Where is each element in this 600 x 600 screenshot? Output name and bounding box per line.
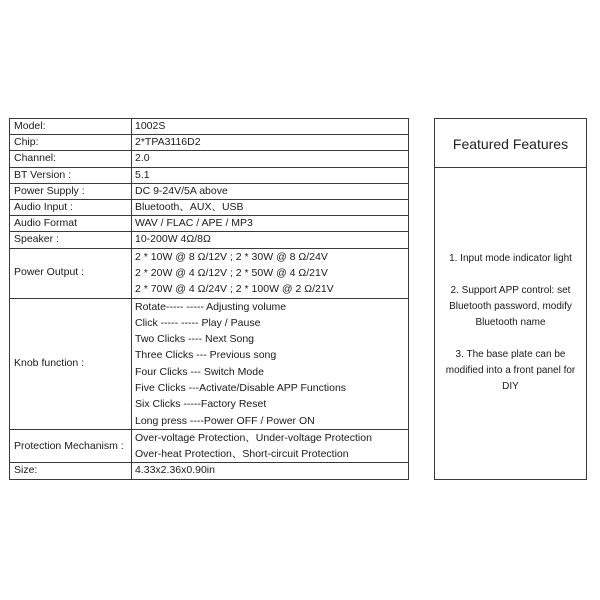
spec-label: Channel: — [10, 151, 132, 167]
spec-label: Size: — [10, 463, 132, 479]
knob-function-line: Two Clicks ---- Next Song — [135, 333, 255, 346]
spec-row-channel — [10, 151, 409, 167]
knob-function-line: Click ----- ----- Play / Pause — [135, 316, 261, 329]
spec-label: Knob function : — [10, 298, 132, 429]
spec-label: Audio Input : — [10, 200, 132, 216]
feature-item: 2. Support APP control: set Bluetooth password, modify Bluetooth name — [449, 285, 572, 328]
spec-label: Model: — [10, 119, 132, 135]
spec-row-model — [10, 119, 409, 135]
spec-value: 10-200W 4Ω/8Ω — [132, 232, 409, 248]
featured-features-box — [434, 118, 587, 480]
spec-value: DC 9-24V/5A above — [132, 183, 409, 199]
spec-value-multiline — [132, 429, 409, 463]
features-list — [435, 168, 586, 395]
knob-function-line: Rotate----- ----- Adjusting volume — [135, 300, 287, 313]
knob-function-line: Four Clicks --- Switch Mode — [135, 365, 264, 378]
feature-item: 3. The base plate can be modified into a front panel for DIY — [445, 349, 576, 392]
knob-function-line: Six Clicks -----Factory Reset — [135, 398, 267, 411]
protection-line: Over-voltage Protection、Under-voltage Protection — [135, 431, 372, 444]
spec-table — [9, 118, 409, 480]
spec-label: Power Output : — [10, 248, 132, 298]
spec-label: Protection Mechanism : — [10, 429, 132, 463]
spec-row-power-supply — [10, 183, 409, 199]
spec-value: 5.1 — [132, 167, 409, 183]
spec-value: 4.33x2.36x0.90in — [132, 463, 409, 479]
spec-row-speaker — [10, 232, 409, 248]
spec-value: 1002S — [132, 119, 409, 135]
spec-value: 2*TPA3116D2 — [132, 135, 409, 151]
features-title: Featured Features — [435, 119, 586, 168]
power-output-line: 2 * 20W @ 4 Ω/12V ; 2 * 50W @ 4 Ω/21V — [135, 266, 328, 279]
feature-item: 1. Input mode indicator light — [449, 253, 572, 264]
spec-label: Audio Format — [10, 216, 132, 232]
spec-label: Power Supply : — [10, 183, 132, 199]
spec-value-multiline — [132, 298, 409, 429]
spec-row-audio-input — [10, 200, 409, 216]
spec-value-multiline — [132, 248, 409, 298]
spec-row-protection — [10, 429, 409, 463]
spec-row-chip — [10, 135, 409, 151]
spec-value: 2.0 — [132, 151, 409, 167]
power-output-line: 2 * 10W @ 8 Ω/12V ; 2 * 30W @ 8 Ω/24V — [135, 250, 328, 263]
spec-label: Chip: — [10, 135, 132, 151]
spec-value: Bluetooth、AUX、USB — [132, 200, 409, 216]
spec-row-audio-format — [10, 216, 409, 232]
spec-row-knob-function — [10, 298, 409, 429]
spec-row-power-output — [10, 248, 409, 298]
power-output-line: 2 * 70W @ 4 Ω/24V ; 2 * 100W @ 2 Ω/21V — [135, 283, 334, 296]
protection-line: Over-heat Protection、Short-circuit Protection — [135, 448, 349, 461]
spec-row-bt-version — [10, 167, 409, 183]
spec-label: BT Version : — [10, 167, 132, 183]
knob-function-line: Long press ----Power OFF / Power ON — [135, 414, 315, 427]
knob-function-line: Five Clicks ---Activate/Disable APP Functions — [135, 382, 347, 394]
spec-label: Speaker : — [10, 232, 132, 248]
spec-value: WAV / FLAC / APE / MP3 — [132, 216, 409, 232]
knob-function-line: Three Clicks --- Previous song — [135, 349, 277, 362]
spec-row-size — [10, 463, 409, 479]
